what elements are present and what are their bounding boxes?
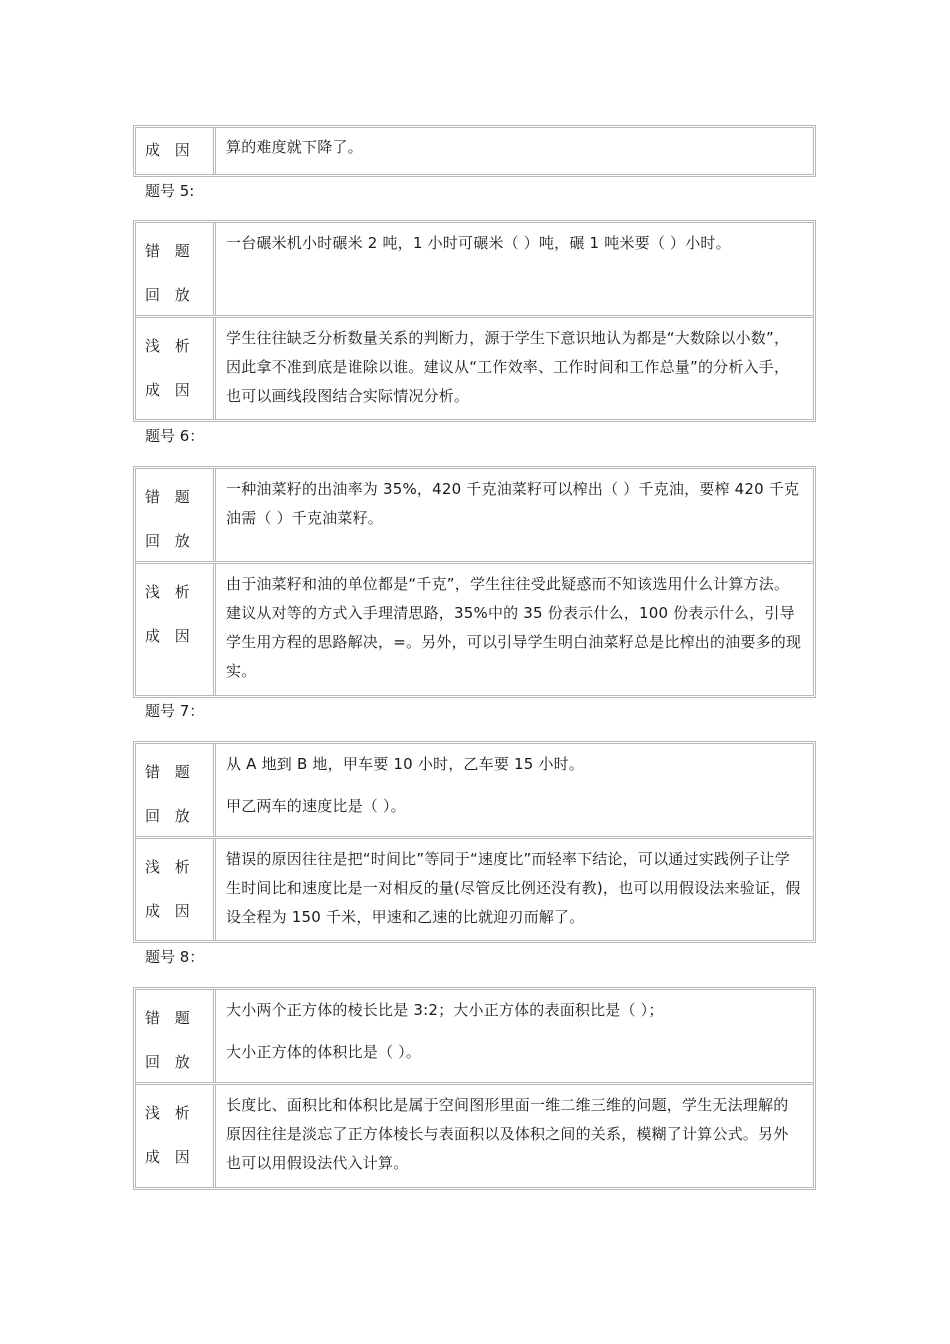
analysis-row	[136, 315, 813, 419]
wrong-question-text: 一台碾米机小时碾米 2 吨，1 小时可碾米（ ）吨，碾 1 吨米要（ ）小时。	[226, 234, 731, 252]
wrong-question-row	[136, 990, 813, 1082]
analysis-text: 长度比、面积比和体积比是属于空间图形里面一维二维三维的问题，学生无法理解的原因往往是淡忘了正方体棱长与表面积以及体积之间的关系，模糊了计算公式。另外也可以用假设法代入计算。	[226, 1096, 789, 1172]
question-number: 题号 5:	[145, 182, 195, 200]
row-label	[136, 128, 216, 174]
row-text	[216, 128, 813, 174]
analysis-label: 浅 析 成 因	[136, 1085, 216, 1187]
question-table	[133, 466, 816, 698]
wrong-question-label: 错 题 回 放	[136, 223, 216, 315]
wrong-question-label: 错 题 回 放	[136, 744, 216, 836]
question-number: 题号 6：	[145, 427, 205, 445]
question-table	[133, 987, 816, 1190]
wrong-question-row	[136, 469, 813, 561]
wrong-question-label: 错 题 回 放	[136, 990, 216, 1082]
analysis-text: 错误的原因往往是把“时间比”等同于“速度比”而轻率下结论，可以通过实践例子让学生时间比和速度比是一对相反的量(尽管反比例还没有教)，也可以用假设法来验证，假设全程为 150 千米，甲速和乙速的比就迎刃而解了。	[226, 850, 801, 926]
table-row	[136, 128, 813, 174]
question-table	[133, 741, 816, 943]
wrong-question-row	[136, 744, 813, 836]
analysis-row	[136, 1082, 813, 1187]
wrong-question-text: 从 A 地到 B 地，甲车要 10 小时，乙车要 15 小时。 甲乙两车的速度比是（ ）。	[226, 755, 585, 815]
question-table	[133, 220, 816, 422]
wrong-question-label: 错 题 回 放	[136, 469, 216, 561]
analysis-text: 由于油菜籽和油的单位都是“千克”，学生往往受此疑惑而不知该选用什么计算方法。建议从对等的方式入手理清思路，35%中的 35 份表示什么，100 份表示什么，引导学生用方程的思路解决，=。另外，可以引导学生明白油菜籽总是比榨出的油要多的现实。	[226, 575, 802, 680]
question-number: 题号 8：	[145, 948, 205, 966]
question-number: 题号 7：	[145, 702, 205, 720]
row-text-paragraph: 算的难度就下降了。	[226, 138, 363, 156]
row-label-text: 成 因	[145, 141, 195, 159]
wrong-question-text: 一种油菜籽的出油率为 35%，420 千克油菜籽可以榨出（ ）千克油，要榨 420 千克油需（ ）千克油菜籽。	[226, 480, 800, 527]
analysis-label: 浅 析 成 因	[136, 564, 216, 695]
wrong-question-text: 大小两个正方体的棱长比是 3:2；大小正方体的表面积比是（ ）； 大小正方体的体积比是（ ）。	[226, 1001, 664, 1061]
wrong-question-row	[136, 223, 813, 315]
analysis-label: 浅 析 成 因	[136, 318, 216, 419]
continuation-table	[133, 125, 816, 177]
analysis-text: 学生往往缺乏分析数量关系的判断力，源于学生下意识地认为都是“大数除以小数”，因此拿不准到底是谁除以谁。建议从“工作效率、工作时间和工作总量”的分析入手，也可以画线段图结合实际情况分析。	[226, 329, 790, 405]
analysis-row	[136, 836, 813, 940]
analysis-row	[136, 561, 813, 695]
analysis-label: 浅 析 成 因	[136, 839, 216, 940]
